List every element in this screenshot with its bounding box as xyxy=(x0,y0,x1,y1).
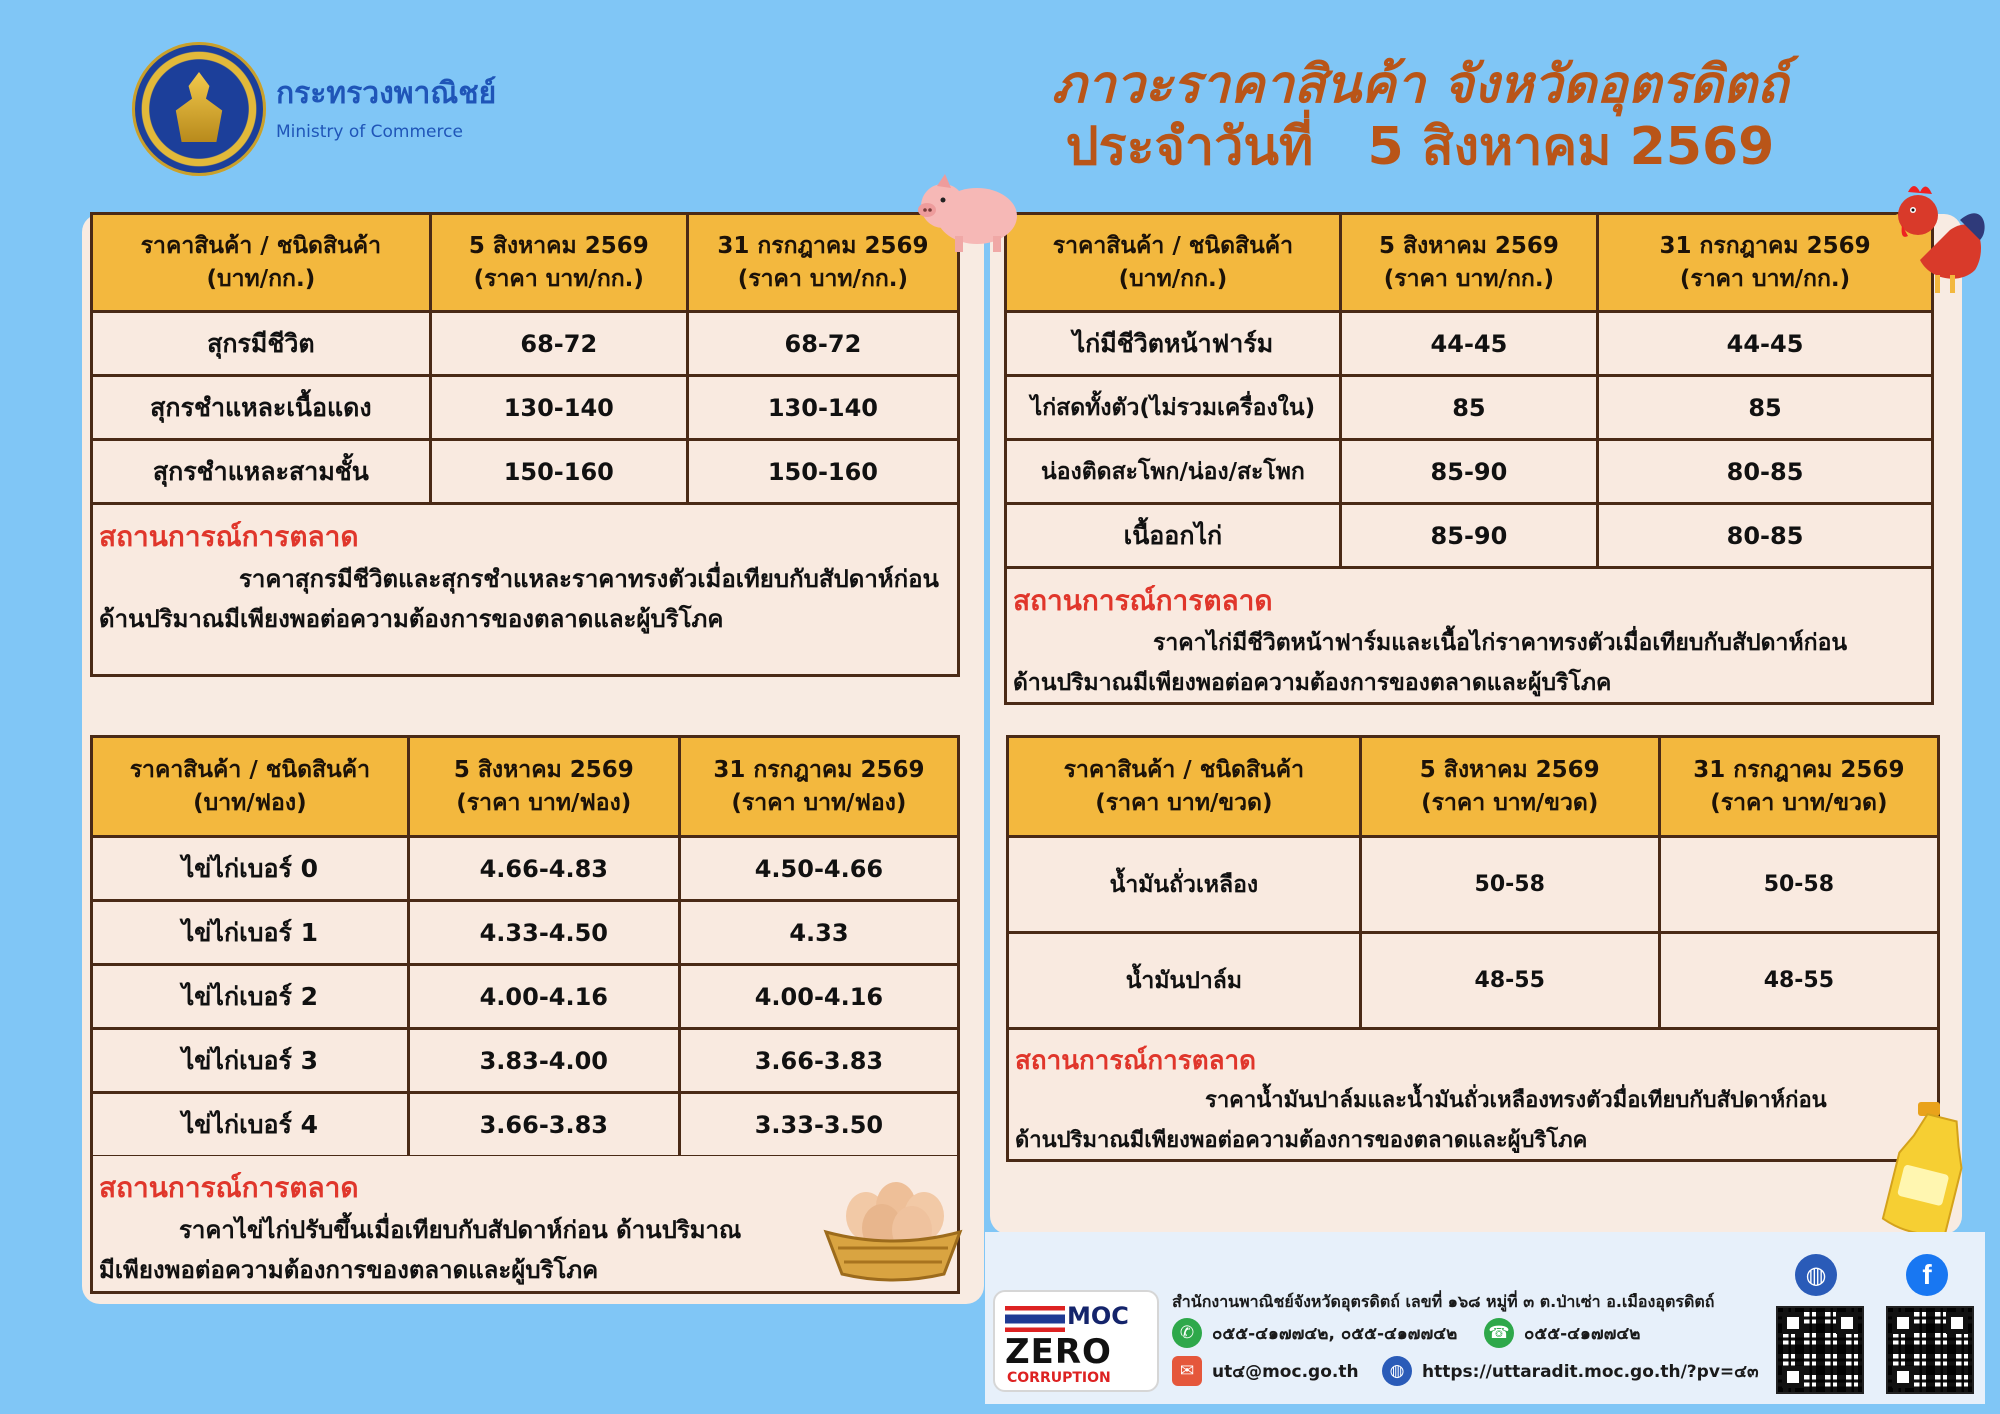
table-header: 31 กรกฎาคม 2569 (ราคา บาท/ขวด) xyxy=(1659,737,1938,837)
price-current: 85 xyxy=(1340,376,1597,440)
oil-price-table xyxy=(1006,735,1940,1030)
office-address: สำนักงานพาณิชย์จังหวัดอุตรดิตถ์ เลขที่ ๑๖๘ หมู่ที่ ๓ ต.ป่าเซ่า อ.เมืองอุตรดิตถ์ xyxy=(1172,1292,1715,1311)
table-header: 31 กรกฎาคม 2569 (ราคา บาท/ฟอง) xyxy=(679,737,958,837)
page-date: ประจำวันที่ 5 สิงหาคม 2569 xyxy=(1065,117,1775,177)
table-row xyxy=(92,376,959,440)
website-globe-icon[interactable]: ◍ xyxy=(1795,1254,1837,1296)
situation-line: ด้านปริมาณมีเพียงพอต่อความต้องการของตลาดและผู้บริโภค xyxy=(1015,1128,1588,1153)
price-previous: 80-85 xyxy=(1598,504,1933,568)
situation-title: สถานการณ์การตลาด xyxy=(1015,1046,1257,1076)
product-name: สุกรชำแหละสามชั้น xyxy=(92,440,431,504)
website-contact[interactable] xyxy=(1382,1356,1759,1386)
table-header: ราคาสินค้า / ชนิดสินค้า (บาท/ฟอง) xyxy=(92,737,409,837)
product-name: ไก่สดทั้งตัว(ไม่รวมเครื่องใน) xyxy=(1006,376,1341,440)
situation-title: สถานการณ์การตลาด xyxy=(99,1171,359,1204)
situation-line: ด้านปริมาณมีเพียงพอต่อความต้องการของตลาดและผู้บริโภค xyxy=(1013,670,1612,696)
facebook-qr-code xyxy=(1886,1306,1974,1394)
price-current: 48-55 xyxy=(1360,933,1659,1029)
situation-line: ราคาน้ำมันปาล์มและน้ำมันถั่วเหลืองทรงตัวมื่อเทียบกับสัปดาห์ก่อน xyxy=(1205,1088,1827,1113)
price-current: 4.33-4.50 xyxy=(408,901,679,965)
oil-bottle-icon xyxy=(1880,1100,1975,1240)
fax-number: ๐๕๕-๔๑๗๗๔๒ xyxy=(1524,1323,1641,1344)
table-row xyxy=(92,1029,959,1093)
product-name: ไข่ไก่เบอร์ 1 xyxy=(92,901,409,965)
table-header: 5 สิงหาคม 2569 (ราคา บาท/กก.) xyxy=(1340,214,1597,312)
fax-contact xyxy=(1484,1318,1640,1348)
website-qr-code xyxy=(1776,1306,1864,1394)
product-name: น่องติดสะโพก/น่อง/สะโพก xyxy=(1006,440,1341,504)
table-row xyxy=(1008,837,1939,933)
egg-price-table xyxy=(90,735,960,1158)
price-previous: 4.00-4.16 xyxy=(679,965,958,1029)
price-previous: 44-45 xyxy=(1598,312,1933,376)
thai-flag-icon xyxy=(1005,1306,1065,1332)
logo-text-zero: ZERO xyxy=(1005,1332,1112,1372)
phone-icon: ✆ xyxy=(1172,1318,1202,1348)
table-row xyxy=(92,1093,959,1157)
fax-icon: ☎ xyxy=(1484,1318,1514,1348)
situation-line: ราคาสุกรมีชีวิตและสุกรชำแหละราคาทรงตัวเมื่อเทียบกับสัปดาห์ก่อน xyxy=(239,565,939,593)
price-previous: 80-85 xyxy=(1598,440,1933,504)
logo-text-corruption: CORRUPTION xyxy=(1007,1370,1111,1386)
table-row xyxy=(1008,933,1939,1029)
product-name: สุกรชำแหละเนื้อแดง xyxy=(92,376,431,440)
situation-title: สถานการณ์การตลาด xyxy=(1013,584,1273,617)
oil-market-situation xyxy=(1006,1030,1940,1162)
email-icon: ✉ xyxy=(1172,1356,1202,1386)
page-title: ภาวะราคาสินค้า จังหวัดอุตรดิตถ์ xyxy=(1051,55,1789,115)
price-current: 130-140 xyxy=(430,376,687,440)
situation-line: ราคาไข่ไก่ปรับขึ้นเมื่อเทียบกับสัปดาห์ก่อน ด้านปริมาณ xyxy=(179,1216,742,1244)
table-row xyxy=(1006,376,1933,440)
rooster-icon xyxy=(1880,170,1990,300)
table-header: ราคาสินค้า / ชนิดสินค้า (ราคา บาท/ขวด) xyxy=(1008,737,1361,837)
table-row xyxy=(92,440,959,504)
phone-contact xyxy=(1172,1318,1457,1348)
table-header: 31 กรกฎาคม 2569 (ราคา บาท/กก.) xyxy=(1598,214,1933,312)
table-row xyxy=(92,837,959,901)
price-previous: 85 xyxy=(1598,376,1933,440)
chicken-market-situation xyxy=(1004,569,1934,705)
product-name: ไก่มีชีวิตหน้าฟาร์ม xyxy=(1006,312,1341,376)
product-name: สุกรมีชีวิต xyxy=(92,312,431,376)
table-header: 5 สิงหาคม 2569 (ราคา บาท/ฟอง) xyxy=(408,737,679,837)
website-url[interactable]: https://uttaradit.moc.go.th/?pv=๔๓ xyxy=(1422,1361,1759,1382)
price-previous: 4.50-4.66 xyxy=(679,837,958,901)
price-previous: 48-55 xyxy=(1659,933,1938,1029)
situation-title: สถานการณ์การตลาด xyxy=(99,520,359,553)
phone-number: ๐๕๕-๔๑๗๗๔๒, ๐๕๕-๔๑๗๗๔๒ xyxy=(1212,1323,1458,1344)
product-name: น้ำมันถั่วเหลือง xyxy=(1008,837,1361,933)
product-name: ไข่ไก่เบอร์ 4 xyxy=(92,1093,409,1157)
situation-text xyxy=(99,559,951,639)
pig-icon xyxy=(915,168,1025,258)
price-current: 50-58 xyxy=(1360,837,1659,933)
product-name: ไข่ไก่เบอร์ 3 xyxy=(92,1029,409,1093)
logo-text-moc: MOC xyxy=(1067,1302,1129,1330)
price-current: 68-72 xyxy=(430,312,687,376)
table-row xyxy=(1006,312,1933,376)
pork-market-situation xyxy=(90,505,960,677)
price-previous: 130-140 xyxy=(687,376,958,440)
globe-icon: ◍ xyxy=(1382,1356,1412,1386)
email-contact[interactable] xyxy=(1172,1356,1359,1386)
ministry-name-thai: กระทรวงพาณิชย์ xyxy=(276,76,497,111)
price-previous: 50-58 xyxy=(1659,837,1938,933)
moc-zero-corruption-logo xyxy=(993,1290,1159,1392)
email-address[interactable]: ut๔@moc.go.th xyxy=(1212,1361,1359,1382)
price-current: 3.83-4.00 xyxy=(408,1029,679,1093)
price-current: 44-45 xyxy=(1340,312,1597,376)
table-row xyxy=(92,965,959,1029)
product-name: ไข่ไก่เบอร์ 2 xyxy=(92,965,409,1029)
situation-text xyxy=(1015,1081,1931,1161)
price-previous: 4.33 xyxy=(679,901,958,965)
situation-text xyxy=(1013,623,1925,703)
product-name: ไข่ไก่เบอร์ 0 xyxy=(92,837,409,901)
price-current: 4.66-4.83 xyxy=(408,837,679,901)
price-current: 4.00-4.16 xyxy=(408,965,679,1029)
pork-price-table xyxy=(90,212,960,505)
table-row xyxy=(92,312,959,376)
ministry-seal-logo xyxy=(132,42,266,176)
table-header: 5 สิงหาคม 2569 (ราคา บาท/ขวด) xyxy=(1360,737,1659,837)
table-row xyxy=(1006,504,1933,568)
situation-line: ราคาไก่มีชีวิตหน้าฟาร์มและเนื้อไก่ราคาทรงตัวเมื่อเทียบกับสัปดาห์ก่อน xyxy=(1153,630,1848,656)
chicken-price-table xyxy=(1004,212,1934,569)
table-header: 31 กรกฎาคม 2569 (ราคา บาท/กก.) xyxy=(687,214,958,312)
egg-basket-icon xyxy=(818,1170,968,1282)
price-previous: 3.66-3.83 xyxy=(679,1029,958,1093)
table-header: 5 สิงหาคม 2569 (ราคา บาท/กก.) xyxy=(430,214,687,312)
table-header: ราคาสินค้า / ชนิดสินค้า (บาท/กก.) xyxy=(92,214,431,312)
price-current: 85-90 xyxy=(1340,440,1597,504)
table-row xyxy=(1006,440,1933,504)
situation-line: ด้านปริมาณมีเพียงพอต่อความต้องการของตลาดและผู้บริโภค xyxy=(99,605,724,633)
facebook-icon[interactable]: f xyxy=(1906,1254,1948,1296)
price-previous: 68-72 xyxy=(687,312,958,376)
table-header: ราคาสินค้า / ชนิดสินค้า (บาท/กก.) xyxy=(1006,214,1341,312)
product-name: น้ำมันปาล์ม xyxy=(1008,933,1361,1029)
price-current: 150-160 xyxy=(430,440,687,504)
ministry-name-english: Ministry of Commerce xyxy=(276,122,463,142)
price-current: 85-90 xyxy=(1340,504,1597,568)
table-row xyxy=(92,901,959,965)
price-previous: 150-160 xyxy=(687,440,958,504)
situation-line: มีเพียงพอต่อความต้องการของตลาดและผู้บริโภค xyxy=(99,1256,599,1284)
price-previous: 3.33-3.50 xyxy=(679,1093,958,1157)
product-name: เนื้ออกไก่ xyxy=(1006,504,1341,568)
price-current: 3.66-3.83 xyxy=(408,1093,679,1157)
